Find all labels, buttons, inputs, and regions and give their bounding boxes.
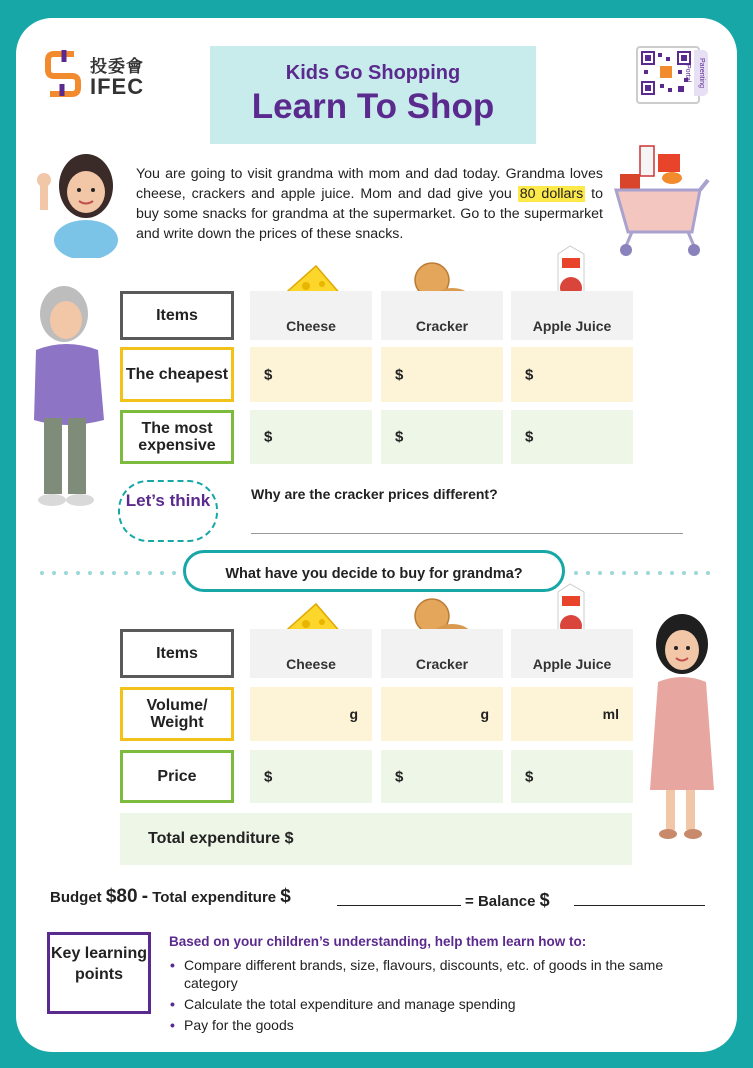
table1-header-cracker [381,291,503,340]
volume-apple-juice-input[interactable] [511,687,633,741]
row-label-cheapest: The cheapest [120,347,234,402]
shopping-cart-icon [612,140,712,262]
currency-symbol: $ [395,768,404,785]
expensive-cracker-input[interactable] [381,410,503,464]
total-expenditure-field[interactable]: Total expenditure $ [120,813,632,865]
balance-label: Balance [477,893,536,910]
key-points-heading: Based on your children’s understanding, help them learn how to: [169,934,587,949]
row-label-most-expensive: The most expensive [120,410,234,464]
currency-symbol: $ [395,366,404,383]
table2-header-cheese [250,629,372,678]
decide-question-pill: What have you decide to buy for grandma? [183,550,565,592]
budget-currency: $ [280,886,291,907]
think-answer-line[interactable] [251,533,683,534]
table2-items-label: Items [120,629,234,678]
key-points-list [169,956,709,1037]
volume-cracker-input[interactable] [381,687,503,741]
expenditure-answer-line[interactable] [337,905,461,906]
mom-illustration [640,610,720,844]
title-box [210,46,536,144]
dotted-divider-left [36,571,182,575]
table1-items-label: Items [120,291,234,340]
list-item: • Compare different brands, size, flavours, discounts, etc. of goods in the same category [169,956,709,992]
column-label: Cracker [415,656,469,672]
intro-text-end: to buy some snacks for grandma at the supermarket. Go to the supermarket and write down the prices of these snacks. [136,186,603,242]
table1-header-cheese [250,291,372,340]
unit-label: ml [602,706,619,722]
logo-chinese-text: 投委會 [90,57,144,76]
column-label: Cheese [286,318,336,334]
unit-label: g [349,706,358,722]
table2-header-cracker [381,629,503,678]
expensive-apple-juice-input[interactable] [511,410,633,464]
currency-symbol: $ [525,768,534,785]
ifec-logo-icon [44,48,82,98]
currency-symbol: $ [264,366,273,383]
intro-paragraph [136,164,603,244]
table1-header-apple-juice [511,291,633,340]
unit-label: g [480,706,489,722]
think-question: Why are the cracker prices different? [251,486,498,502]
intro-text-start: You are going to visit grandma with mom and dad today. Grandma loves cheese, crackers and apple juice. Mom and dad give you [136,166,603,202]
list-item: • Pay for the goods [169,1016,709,1034]
key-learning-points-box: Key learning points [47,932,151,1014]
currency-symbol: $ [264,768,273,785]
currency-symbol: $ [264,428,273,446]
currency-symbol: $ [525,428,534,446]
table2-header-apple-juice [511,629,633,678]
budget-amount: $80 [105,886,138,907]
budget-line [50,886,291,908]
cheapest-cracker-input[interactable] [381,347,503,402]
column-label: Apple Juice [532,318,612,334]
page-subtitle: Kids Go Shopping [285,62,461,84]
dotted-divider-right [570,571,712,575]
column-label: Cheese [286,656,336,672]
expensive-cheese-input[interactable] [250,410,372,464]
row-label-volume-weight: Volume/ Weight [120,687,234,741]
qr-tab-label: Parenting Portal [694,50,708,96]
currency-symbol: $ [525,366,534,383]
currency-symbol: $ [395,428,404,446]
row-label-price: Price [120,750,234,803]
column-label: Apple Juice [532,656,612,672]
list-item: • Calculate the total expenditure and manage spending [169,995,709,1013]
cheapest-cheese-input[interactable] [250,347,372,402]
price-cracker-input[interactable] [381,750,503,803]
budget-label: Budget [50,889,102,906]
price-cheese-input[interactable] [250,750,372,803]
balance-currency: $ [539,890,550,910]
grandma-illustration [20,280,118,512]
lets-think-badge: Let’s think [118,480,218,542]
budget-expenditure-label: Total expenditure [152,889,277,906]
cheapest-apple-juice-input[interactable] [511,347,633,402]
page-title: Learn To Shop [251,87,495,126]
budget-highlight: 80 dollars [519,186,584,202]
column-label: Cracker [415,318,469,334]
equals-sign: = [465,893,474,910]
minus-sign: - [141,886,149,907]
girl-illustration [30,140,122,258]
balance-text [465,890,550,911]
price-apple-juice-input[interactable] [511,750,633,803]
balance-answer-line[interactable] [574,905,705,906]
logo-english-text: IFEC [90,74,145,99]
volume-cheese-input[interactable] [250,687,372,741]
